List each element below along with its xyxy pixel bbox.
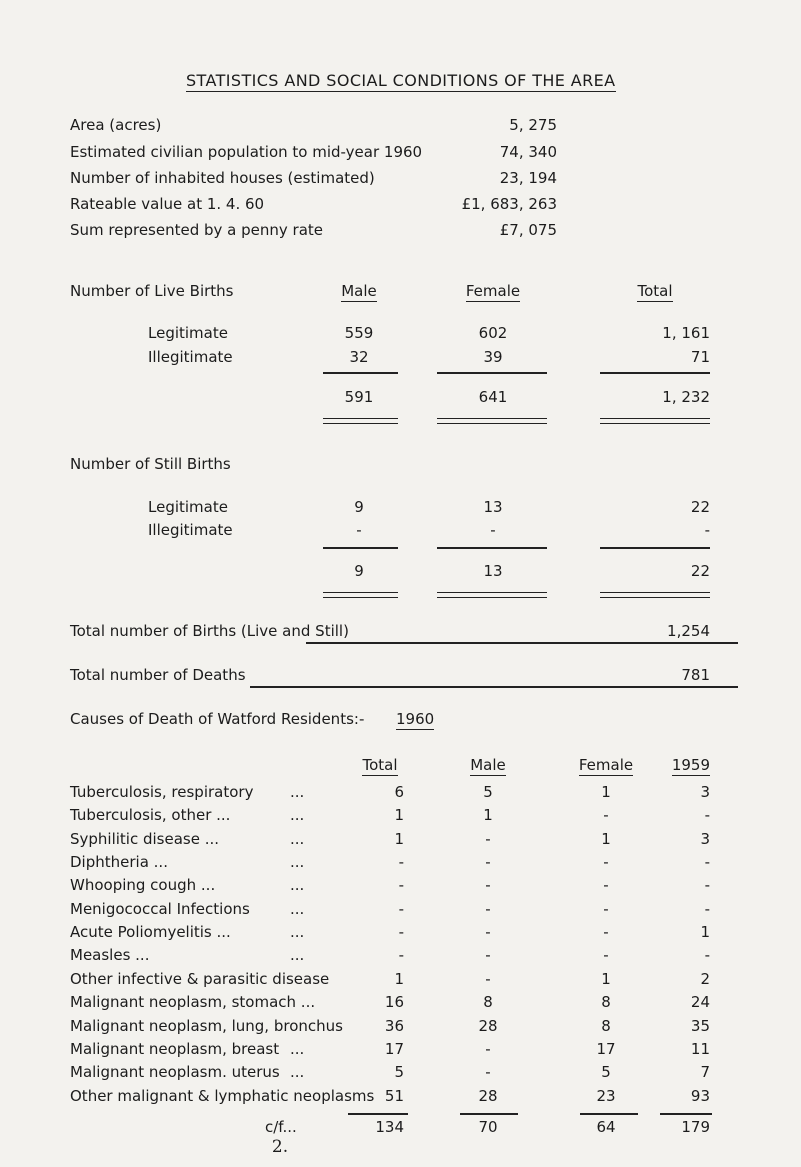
- row-label: Legitimate: [148, 498, 228, 516]
- cell-total: -: [704, 521, 710, 539]
- page-title: [186, 72, 616, 90]
- still-births-heading: Number of Still Births: [70, 455, 231, 473]
- cause-female: -: [603, 923, 609, 941]
- total-births-value: 1,254: [667, 622, 710, 640]
- cause-female: 8: [601, 993, 611, 1011]
- subtotal-rule: [348, 1113, 408, 1115]
- carried-prev: 179: [681, 1118, 710, 1136]
- cause-label: Other malignant & lymphatic neoplasms: [70, 1087, 375, 1105]
- subtotal-rule: [460, 1113, 518, 1115]
- cause-male: 28: [478, 1017, 498, 1035]
- cell-total: 71: [690, 348, 710, 366]
- col-female-header: [566, 756, 646, 774]
- cause-prev: 35: [690, 1017, 710, 1035]
- cause-dots: ...: [290, 830, 305, 848]
- live-births-heading: Number of Live Births: [70, 282, 234, 300]
- summary-label: Area (acres): [70, 116, 162, 134]
- cause-male: -: [485, 970, 491, 988]
- cell-total: 1, 161: [662, 324, 710, 342]
- cause-male: -: [485, 876, 491, 894]
- summary-label: Number of inhabited houses (estimated): [70, 169, 375, 187]
- cause-dots: ...: [290, 853, 305, 871]
- cause-dots: ...: [290, 946, 305, 964]
- carried-total: 134: [375, 1118, 404, 1136]
- cell-male: 9: [354, 498, 364, 516]
- cause-label: Whooping cough ...: [70, 876, 216, 894]
- total-male: 9: [354, 562, 364, 580]
- double-rule: [323, 418, 398, 424]
- cause-prev: 3: [700, 783, 710, 801]
- row-label: Illegitimate: [148, 348, 233, 366]
- double-rule: [600, 418, 710, 424]
- cell-female: 602: [478, 324, 508, 342]
- cause-total: -: [398, 900, 404, 918]
- cause-total: 17: [384, 1040, 404, 1058]
- cause-prev: -: [704, 806, 710, 824]
- cause-male: -: [485, 1040, 491, 1058]
- col-prev-label: 1959: [671, 756, 710, 774]
- cause-female: -: [603, 876, 609, 894]
- cell-female: 13: [483, 498, 503, 516]
- cause-total: 1: [394, 830, 404, 848]
- subtotal-rule: [323, 372, 398, 374]
- cause-label: Other infective & parasitic disease: [70, 970, 330, 988]
- cause-total: 1: [394, 970, 404, 988]
- col-total-label: Total: [637, 282, 673, 300]
- cell-male: 559: [344, 324, 374, 342]
- subtotal-rule: [660, 1113, 712, 1115]
- cause-total: 1: [394, 806, 404, 824]
- cause-female: 1: [601, 830, 611, 848]
- cause-total: 5: [394, 1063, 404, 1081]
- cause-prev: -: [704, 876, 710, 894]
- cause-label: Diphtheria ...: [70, 853, 168, 871]
- cause-label: Malignant neoplasm, stomach ...: [70, 993, 316, 1011]
- col-male-header: [318, 282, 400, 300]
- cause-female: 1: [601, 970, 611, 988]
- total-deaths-value: 781: [681, 666, 710, 684]
- total-male: 591: [344, 388, 374, 406]
- cause-label: Menigococcal Infections: [70, 900, 250, 918]
- double-rule: [437, 418, 547, 424]
- cause-male: 28: [478, 1087, 498, 1105]
- cause-male: 1: [483, 806, 493, 824]
- cause-female: -: [603, 946, 609, 964]
- total-all: 1, 232: [662, 388, 710, 406]
- col-total-header: [350, 756, 410, 774]
- page-number: 2.: [271, 1137, 289, 1157]
- cause-prev: 2: [700, 970, 710, 988]
- total-female: 13: [483, 562, 503, 580]
- col-prev-header: [650, 756, 710, 774]
- col-total-header: [600, 282, 710, 300]
- subtotal-rule: [600, 372, 710, 374]
- cause-female: 1: [601, 783, 611, 801]
- cell-male: -: [356, 521, 362, 539]
- cause-label: Malignant neoplasm. uterus: [70, 1063, 280, 1081]
- cause-dots: ...: [290, 806, 305, 824]
- cause-dots: ...: [290, 876, 305, 894]
- cause-total: -: [398, 853, 404, 871]
- summary-label: Rateable value at 1. 4. 60: [70, 195, 265, 213]
- causes-year: [396, 710, 434, 728]
- cause-male: -: [485, 923, 491, 941]
- cause-female: 23: [596, 1087, 616, 1105]
- col-male-label: Male: [341, 282, 377, 300]
- cell-female: -: [490, 521, 496, 539]
- cell-total: 22: [690, 498, 710, 516]
- cause-dots: ...: [290, 900, 305, 918]
- double-rule: [437, 592, 547, 598]
- double-rule: [600, 592, 710, 598]
- cause-total: 16: [384, 993, 404, 1011]
- cause-female: -: [603, 853, 609, 871]
- cause-prev: -: [704, 900, 710, 918]
- cause-female: -: [603, 900, 609, 918]
- summary-value: 23, 194: [499, 169, 557, 187]
- cell-male: 32: [349, 348, 369, 366]
- col-male-header: [458, 756, 518, 774]
- summary-label: Estimated civilian population to mid-year 1960: [70, 143, 423, 161]
- carried-male: 70: [478, 1118, 498, 1136]
- cause-label: Syphilitic disease ...: [70, 830, 220, 848]
- subtotal-rule: [437, 547, 547, 549]
- subtotal-rule: [323, 547, 398, 549]
- cause-label: Malignant neoplasm, breast: [70, 1040, 280, 1058]
- row-label: Illegitimate: [148, 521, 233, 539]
- subtotal-rule: [580, 1113, 638, 1115]
- summary-value: £1, 683, 263: [461, 195, 557, 213]
- cause-male: -: [485, 1063, 491, 1081]
- cause-male: 8: [483, 993, 493, 1011]
- cause-label: Acute Poliomyelitis ...: [70, 923, 231, 941]
- summary-label: Sum represented by a penny rate: [70, 221, 324, 239]
- cause-female: 8: [601, 1017, 611, 1035]
- cause-prev: 93: [690, 1087, 710, 1105]
- summary-value: 5, 275: [509, 116, 557, 134]
- cause-prev: 3: [700, 830, 710, 848]
- cause-prev: -: [704, 946, 710, 964]
- double-rule: [323, 592, 398, 598]
- carried-female: 64: [596, 1118, 616, 1136]
- carried-forward-label: c/f...: [265, 1118, 297, 1136]
- cause-male: -: [485, 853, 491, 871]
- cause-dots: ...: [290, 783, 305, 801]
- cause-prev: 1: [700, 923, 710, 941]
- cause-label: Measles ...: [70, 946, 150, 964]
- cause-dots: ...: [290, 1040, 305, 1058]
- causes-heading: Causes of Death of Watford Residents:-: [70, 710, 365, 728]
- cause-prev: 7: [700, 1063, 710, 1081]
- summary-value: £7, 075: [499, 221, 557, 239]
- cause-total: 51: [384, 1087, 404, 1105]
- cause-label: Tuberculosis, respiratory: [70, 783, 254, 801]
- cause-male: 5: [483, 783, 493, 801]
- cause-total: 36: [384, 1017, 404, 1035]
- cause-prev: -: [704, 853, 710, 871]
- cause-total: 6: [394, 783, 404, 801]
- col-female-label: Female: [578, 756, 634, 774]
- col-total-label: Total: [362, 756, 398, 774]
- cell-female: 39: [483, 348, 503, 366]
- cause-prev: 24: [690, 993, 710, 1011]
- page-title-text: STATISTICS AND SOCIAL CONDITIONS OF THE AREA: [186, 71, 616, 90]
- total-female: 641: [478, 388, 508, 406]
- total-all: 22: [690, 562, 710, 580]
- causes-year-label: 1960: [396, 710, 435, 728]
- subtotal-rule: [437, 372, 547, 374]
- cause-male: -: [485, 946, 491, 964]
- cause-dots: ...: [290, 923, 305, 941]
- col-female-label: Female: [465, 282, 521, 300]
- total-deaths-rule: [250, 686, 738, 688]
- cause-female: 17: [596, 1040, 616, 1058]
- cause-male: -: [485, 900, 491, 918]
- cause-total: -: [398, 876, 404, 894]
- cause-female: 5: [601, 1063, 611, 1081]
- cause-male: -: [485, 830, 491, 848]
- cause-label: Malignant neoplasm, lung, bronchus: [70, 1017, 343, 1035]
- total-deaths-label: Total number of Deaths: [70, 666, 246, 684]
- cause-dots: ...: [290, 1063, 305, 1081]
- col-male-label: Male: [470, 756, 506, 774]
- cause-prev: 11: [690, 1040, 710, 1058]
- col-female-header: [438, 282, 548, 300]
- total-births-rule: [306, 642, 738, 644]
- cause-total: -: [398, 946, 404, 964]
- cause-label: Tuberculosis, other ...: [70, 806, 231, 824]
- subtotal-rule: [600, 547, 710, 549]
- cause-total: -: [398, 923, 404, 941]
- cause-female: -: [603, 806, 609, 824]
- row-label: Legitimate: [148, 324, 228, 342]
- summary-value: 74, 340: [499, 143, 557, 161]
- total-births-label: Total number of Births (Live and Still): [70, 622, 349, 640]
